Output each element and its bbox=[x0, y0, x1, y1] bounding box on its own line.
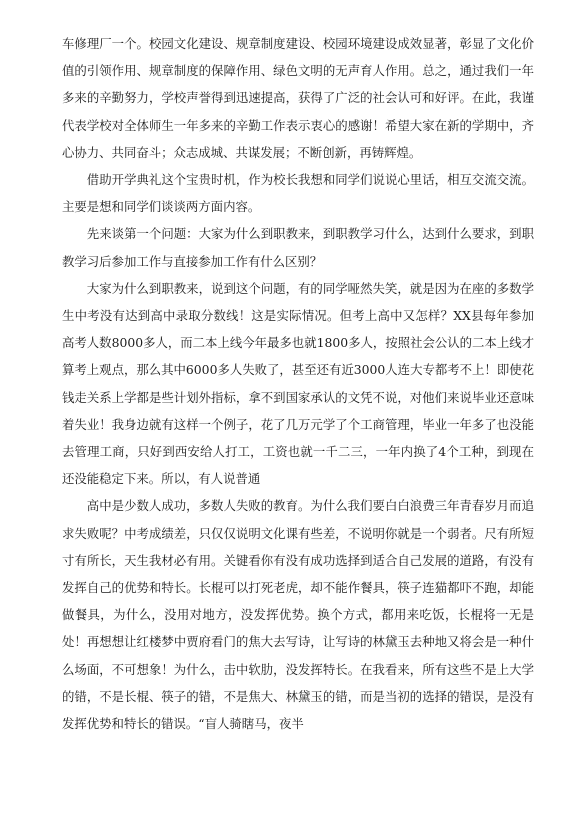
paragraph-2: 借助开学典礼这个宝贵时机，作为校长我想和同学们说说心里话，相互交流交流。主要是想和同学们谈谈两方面内容。 bbox=[62, 172, 534, 215]
paragraph-1: 车修理厂一个。校园文化建设、规章制度建设、校园环境建设成效显著，彰显了文化价值的引领作用、规章制度的保障作用、绿色文明的无声育人作用。总之，通过我们一年多来的辛勤努力，学校声誉得到迅速提高，获得了广泛的社会认可和好评。在此，我谨代表学校对全体师生一年多来的辛勤工作表示衷心的感谢！希望大家在新的学期中，齐心协力、共同奋斗；众志成城、共谋发展；不断创新，再铸辉煌。 bbox=[62, 36, 534, 160]
paragraph-3: 先来谈第一个问题：大家为什么到职教来，到职教学习什么，达到什么要求，到职教学习后参加工作与直接参加工作有什么区别？ bbox=[62, 226, 534, 269]
paragraph-4: 大家为什么到职教来，说到这个问题，有的同学哑然失笑，就是因为在座的多数学生中考没有达到高中录取分数线！这是实际情况。但考上高中又怎样？XX县每年参加高考人数8000多人，而二本上线今年最多也就1800多人，按照社会公认的二本上线才算考上观点，那么其中6000多人失败了，甚至还有近3000人连大专都考不上！即使花钱走关系上学都是些计划外指标，拿不到国家承认的文凭不说，对他们来说毕业还意味着失业！我身边就有这样一个例子，花了几万元学了个工商管理，毕业一年多了也没能去管理工商，只好到西安给人打工，工资也就一千二三，一年内换了4个工种，到现在还没能稳定下来。所以，有人说普通 bbox=[62, 280, 534, 487]
paragraph-5: 高中是少数人成功，多数人失败的教育。为什么我们要白白浪费三年青春岁月而追求失败呢？中考成绩差，只仅仅说明文化课有些差，不说明你就是一个弱者。尺有所短寸有所长，天生我材必有用。关键看你有没有成功选择到适合自己发展的道路，有没有发挥自己的优势和特长。长棍可以打死老虎，却不能作餐具，筷子连猫都吓不跑，却能做餐具，为什么，没用对地方，没发挥优势。换个方式，都用来吃饭，长棍将一无是处！再想想让红楼梦中贾府看门的焦大去写诗，让写诗的林黛玉去种地又将会是一种什么场面，不可想象！为什么，击中软肋，没发挥特长。在我看来，所有这些不是上大学的错，不是长棍、筷子的错，不是焦大、林黛玉的错，而是当初的选择的错误，是没有发挥优势和特长的错误。“盲人骑瞎马，夜半 bbox=[62, 498, 534, 732]
